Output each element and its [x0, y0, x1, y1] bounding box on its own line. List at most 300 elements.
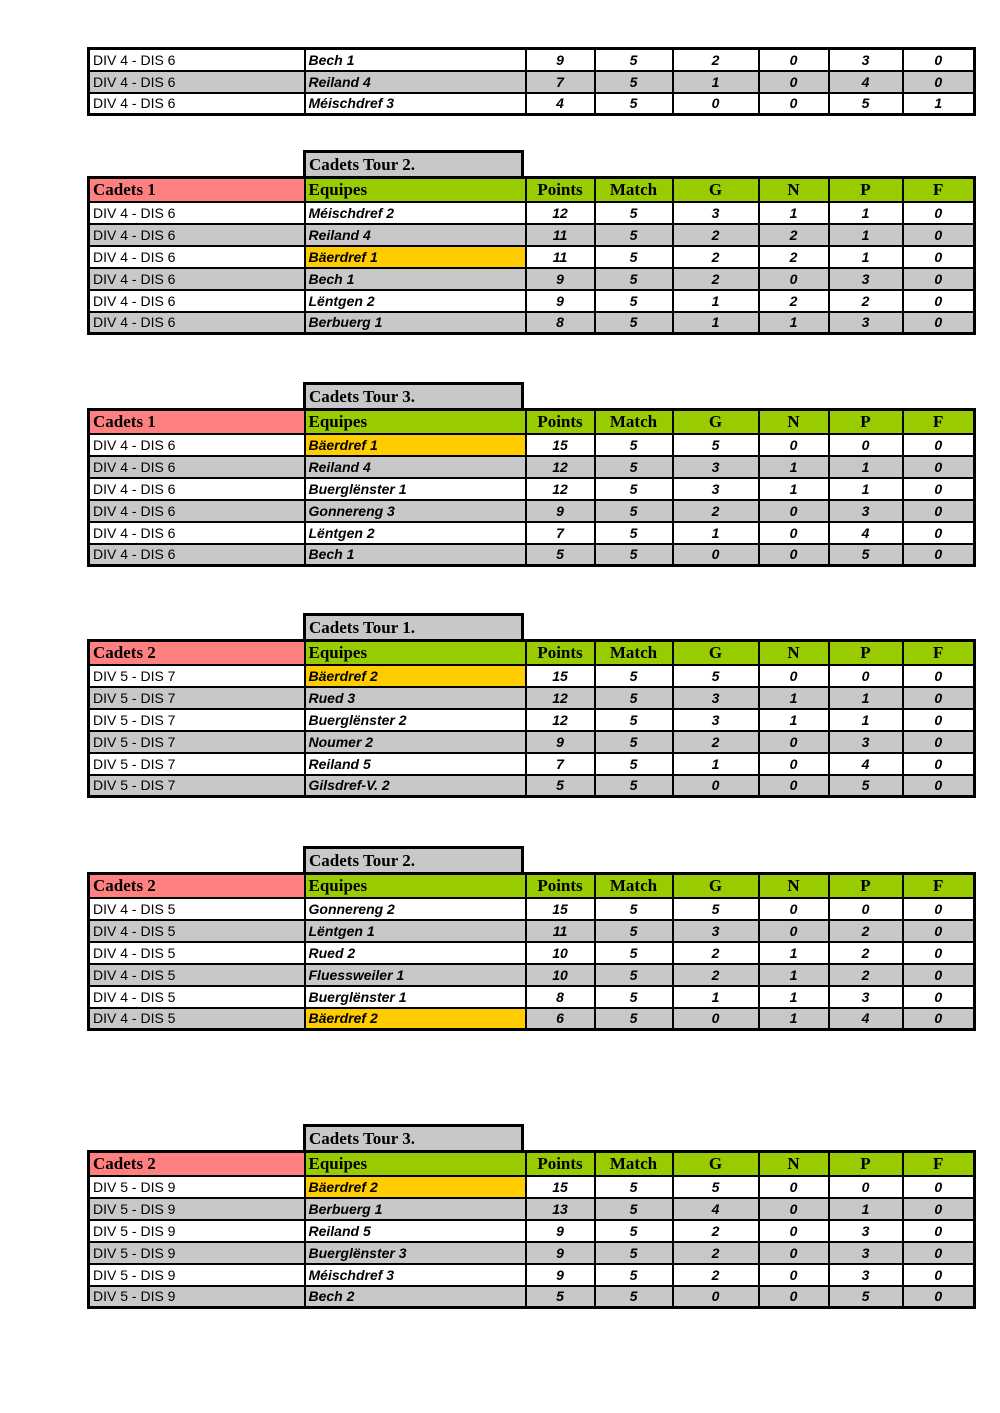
- n-cell: 1: [759, 312, 829, 334]
- division-cell: DIV 4 - DIS 5: [89, 898, 305, 920]
- table-row: [89, 456, 975, 478]
- team-cell: Gonnereng 2: [305, 898, 526, 920]
- division-cell: DIV 5 - DIS 7: [89, 709, 305, 731]
- match-cell: 5: [595, 731, 673, 753]
- table-row: [89, 665, 975, 687]
- division-cell: DIV 5 - DIS 9: [89, 1176, 305, 1198]
- points-cell: 7: [526, 753, 595, 775]
- points-cell: 12: [526, 687, 595, 709]
- n-cell: 0: [759, 1198, 829, 1220]
- g-cell: 3: [673, 456, 759, 478]
- category-header: Cadets 2: [89, 1152, 305, 1176]
- g-cell: 3: [673, 687, 759, 709]
- points-cell: 7: [526, 71, 595, 93]
- table-body: [89, 1176, 975, 1308]
- column-header-g: G: [673, 1152, 759, 1176]
- division-cell: DIV 4 - DIS 6: [89, 268, 305, 290]
- team-cell: Berbuerg 1: [305, 1198, 526, 1220]
- f-cell: 0: [903, 775, 975, 797]
- table-row: [89, 1242, 975, 1264]
- g-cell: 1: [673, 290, 759, 312]
- division-cell: DIV 4 - DIS 6: [89, 434, 305, 456]
- match-cell: 5: [595, 775, 673, 797]
- team-cell: Lëntgen 2: [305, 290, 526, 312]
- team-cell: Méischdref 3: [305, 93, 526, 115]
- g-cell: 5: [673, 434, 759, 456]
- table-row: [89, 986, 975, 1008]
- f-cell: 0: [903, 224, 975, 246]
- p-cell: 4: [829, 1008, 903, 1030]
- f-cell: 0: [903, 434, 975, 456]
- p-cell: 3: [829, 312, 903, 334]
- column-header-match: Match: [595, 410, 673, 434]
- table-row: [89, 1008, 975, 1030]
- f-cell: 0: [903, 1286, 975, 1308]
- f-cell: 1: [903, 93, 975, 115]
- column-header-n: N: [759, 1152, 829, 1176]
- division-cell: DIV 4 - DIS 6: [89, 500, 305, 522]
- f-cell: 0: [903, 986, 975, 1008]
- g-cell: 2: [673, 246, 759, 268]
- points-cell: 13: [526, 1198, 595, 1220]
- team-cell: Reiland 5: [305, 1220, 526, 1242]
- table-row: [89, 1286, 975, 1308]
- division-cell: DIV 5 - DIS 9: [89, 1220, 305, 1242]
- column-header-g: G: [673, 410, 759, 434]
- division-cell: DIV 4 - DIS 6: [89, 456, 305, 478]
- table-body: [89, 49, 975, 115]
- p-cell: 3: [829, 731, 903, 753]
- f-cell: 0: [903, 246, 975, 268]
- team-cell: Berbuerg 1: [305, 312, 526, 334]
- column-header-points: Points: [526, 178, 595, 202]
- team-cell: Reiland 4: [305, 456, 526, 478]
- points-cell: 12: [526, 202, 595, 224]
- table-row: [89, 753, 975, 775]
- f-cell: 0: [903, 1008, 975, 1030]
- division-cell: DIV 5 - DIS 9: [89, 1198, 305, 1220]
- g-cell: 2: [673, 1220, 759, 1242]
- table-row: [89, 312, 975, 334]
- table-row: [89, 224, 975, 246]
- n-cell: 0: [759, 731, 829, 753]
- points-cell: 5: [526, 775, 595, 797]
- standings-table: [87, 639, 976, 798]
- points-cell: 4: [526, 93, 595, 115]
- p-cell: 0: [829, 898, 903, 920]
- equipes-header: Equipes: [305, 178, 526, 202]
- match-cell: 5: [595, 964, 673, 986]
- p-cell: 2: [829, 964, 903, 986]
- division-cell: DIV 5 - DIS 7: [89, 665, 305, 687]
- g-cell: 2: [673, 500, 759, 522]
- p-cell: 3: [829, 49, 903, 71]
- team-cell: Méischdref 2: [305, 202, 526, 224]
- team-cell: Buerglënster 1: [305, 478, 526, 500]
- p-cell: 3: [829, 1264, 903, 1286]
- p-cell: 2: [829, 920, 903, 942]
- division-cell: DIV 4 - DIS 6: [89, 312, 305, 334]
- f-cell: 0: [903, 709, 975, 731]
- division-cell: DIV 5 - DIS 7: [89, 753, 305, 775]
- f-cell: 0: [903, 753, 975, 775]
- p-cell: 5: [829, 93, 903, 115]
- points-cell: 15: [526, 1176, 595, 1198]
- n-cell: 0: [759, 434, 829, 456]
- team-cell: Bäerdref 2: [305, 1008, 526, 1030]
- column-header-points: Points: [526, 410, 595, 434]
- division-cell: DIV 5 - DIS 9: [89, 1242, 305, 1264]
- table-row: [89, 478, 975, 500]
- points-cell: 15: [526, 898, 595, 920]
- header-row: [89, 1152, 975, 1176]
- column-header-f: F: [903, 1152, 975, 1176]
- header-row: [89, 410, 975, 434]
- g-cell: 2: [673, 268, 759, 290]
- team-cell: Rued 2: [305, 942, 526, 964]
- table-row: [89, 964, 975, 986]
- division-cell: DIV 4 - DIS 5: [89, 986, 305, 1008]
- g-cell: 1: [673, 753, 759, 775]
- division-cell: DIV 4 - DIS 6: [89, 246, 305, 268]
- n-cell: 0: [759, 1220, 829, 1242]
- g-cell: 1: [673, 71, 759, 93]
- column-header-n: N: [759, 178, 829, 202]
- division-cell: DIV 4 - DIS 6: [89, 290, 305, 312]
- table-body: [89, 434, 975, 566]
- f-cell: 0: [903, 522, 975, 544]
- g-cell: 2: [673, 1264, 759, 1286]
- category-header: Cadets 2: [89, 874, 305, 898]
- points-cell: 9: [526, 290, 595, 312]
- p-cell: 1: [829, 202, 903, 224]
- column-header-f: F: [903, 410, 975, 434]
- g-cell: 0: [673, 1286, 759, 1308]
- table-row: [89, 93, 975, 115]
- f-cell: 0: [903, 312, 975, 334]
- team-cell: Fluessweiler 1: [305, 964, 526, 986]
- team-cell: Méischdref 3: [305, 1264, 526, 1286]
- points-cell: 10: [526, 942, 595, 964]
- division-cell: DIV 5 - DIS 7: [89, 775, 305, 797]
- table-row: [89, 1176, 975, 1198]
- points-cell: 12: [526, 456, 595, 478]
- match-cell: 5: [595, 268, 673, 290]
- column-header-g: G: [673, 178, 759, 202]
- n-cell: 0: [759, 268, 829, 290]
- g-cell: 1: [673, 522, 759, 544]
- n-cell: 0: [759, 775, 829, 797]
- header-row: [89, 874, 975, 898]
- table-row: [89, 1264, 975, 1286]
- division-cell: DIV 4 - DIS 6: [89, 93, 305, 115]
- match-cell: 5: [595, 1176, 673, 1198]
- points-cell: 6: [526, 1008, 595, 1030]
- match-cell: 5: [595, 49, 673, 71]
- f-cell: 0: [903, 687, 975, 709]
- n-cell: 0: [759, 1176, 829, 1198]
- f-cell: 0: [903, 71, 975, 93]
- g-cell: 5: [673, 898, 759, 920]
- match-cell: 5: [595, 522, 673, 544]
- equipes-header: Equipes: [305, 641, 526, 665]
- match-cell: 5: [595, 312, 673, 334]
- team-cell: Bäerdref 2: [305, 1176, 526, 1198]
- table-row: [89, 544, 975, 566]
- table-body: [89, 898, 975, 1030]
- column-header-p: P: [829, 410, 903, 434]
- points-cell: 5: [526, 544, 595, 566]
- n-cell: 0: [759, 665, 829, 687]
- team-cell: Lëntgen 2: [305, 522, 526, 544]
- match-cell: 5: [595, 500, 673, 522]
- n-cell: 0: [759, 93, 829, 115]
- team-cell: Bech 1: [305, 49, 526, 71]
- g-cell: 3: [673, 202, 759, 224]
- match-cell: 5: [595, 687, 673, 709]
- division-cell: DIV 4 - DIS 6: [89, 544, 305, 566]
- match-cell: 5: [595, 246, 673, 268]
- equipes-header: Equipes: [305, 1152, 526, 1176]
- table-row: [89, 731, 975, 753]
- division-cell: DIV 4 - DIS 6: [89, 478, 305, 500]
- g-cell: 2: [673, 1242, 759, 1264]
- column-header-points: Points: [526, 641, 595, 665]
- standings-table: [87, 872, 976, 1031]
- g-cell: 0: [673, 1008, 759, 1030]
- g-cell: 3: [673, 709, 759, 731]
- f-cell: 0: [903, 49, 975, 71]
- match-cell: 5: [595, 1220, 673, 1242]
- column-header-g: G: [673, 641, 759, 665]
- g-cell: 1: [673, 986, 759, 1008]
- table-row: [89, 775, 975, 797]
- team-cell: Bech 1: [305, 544, 526, 566]
- equipes-header: Equipes: [305, 874, 526, 898]
- team-cell: Bech 2: [305, 1286, 526, 1308]
- column-header-points: Points: [526, 1152, 595, 1176]
- n-cell: 1: [759, 1008, 829, 1030]
- points-cell: 11: [526, 920, 595, 942]
- division-cell: DIV 5 - DIS 9: [89, 1264, 305, 1286]
- g-cell: 4: [673, 1198, 759, 1220]
- team-cell: Bäerdref 2: [305, 665, 526, 687]
- tour-title: Cadets Tour 1.: [303, 613, 524, 639]
- column-header-p: P: [829, 1152, 903, 1176]
- p-cell: 1: [829, 709, 903, 731]
- standings-table: [87, 408, 976, 567]
- g-cell: 0: [673, 93, 759, 115]
- table-row: [89, 268, 975, 290]
- n-cell: 0: [759, 49, 829, 71]
- division-cell: DIV 4 - DIS 6: [89, 522, 305, 544]
- table-row: [89, 898, 975, 920]
- p-cell: 1: [829, 1198, 903, 1220]
- standings-table: [87, 47, 976, 116]
- n-cell: 0: [759, 898, 829, 920]
- column-header-match: Match: [595, 178, 673, 202]
- g-cell: 3: [673, 920, 759, 942]
- points-cell: 9: [526, 49, 595, 71]
- p-cell: 3: [829, 986, 903, 1008]
- n-cell: 1: [759, 709, 829, 731]
- points-cell: 5: [526, 1286, 595, 1308]
- n-cell: 1: [759, 942, 829, 964]
- points-cell: 9: [526, 268, 595, 290]
- g-cell: 1: [673, 312, 759, 334]
- g-cell: 0: [673, 775, 759, 797]
- n-cell: 1: [759, 456, 829, 478]
- team-cell: Noumer 2: [305, 731, 526, 753]
- match-cell: 5: [595, 920, 673, 942]
- f-cell: 0: [903, 456, 975, 478]
- table-row: [89, 500, 975, 522]
- points-cell: 9: [526, 731, 595, 753]
- points-cell: 15: [526, 665, 595, 687]
- team-cell: Reiland 4: [305, 71, 526, 93]
- team-cell: Bech 1: [305, 268, 526, 290]
- p-cell: 2: [829, 942, 903, 964]
- category-header: Cadets 1: [89, 178, 305, 202]
- table-body: [89, 202, 975, 334]
- p-cell: 1: [829, 478, 903, 500]
- division-cell: DIV 4 - DIS 5: [89, 964, 305, 986]
- points-cell: 9: [526, 500, 595, 522]
- f-cell: 0: [903, 731, 975, 753]
- division-cell: DIV 4 - DIS 6: [89, 49, 305, 71]
- p-cell: 0: [829, 434, 903, 456]
- tour-title: Cadets Tour 3.: [303, 382, 524, 408]
- p-cell: 4: [829, 522, 903, 544]
- g-cell: 2: [673, 731, 759, 753]
- points-cell: 9: [526, 1264, 595, 1286]
- table-row: [89, 1198, 975, 1220]
- match-cell: 5: [595, 290, 673, 312]
- match-cell: 5: [595, 71, 673, 93]
- f-cell: 0: [903, 1198, 975, 1220]
- division-cell: DIV 5 - DIS 7: [89, 687, 305, 709]
- f-cell: 0: [903, 898, 975, 920]
- table-row: [89, 709, 975, 731]
- f-cell: 0: [903, 202, 975, 224]
- column-header-match: Match: [595, 1152, 673, 1176]
- points-cell: 8: [526, 312, 595, 334]
- p-cell: 5: [829, 544, 903, 566]
- table-row: [89, 434, 975, 456]
- p-cell: 1: [829, 456, 903, 478]
- match-cell: 5: [595, 544, 673, 566]
- p-cell: 0: [829, 1176, 903, 1198]
- match-cell: 5: [595, 434, 673, 456]
- team-cell: Gonnereng 3: [305, 500, 526, 522]
- n-cell: 0: [759, 544, 829, 566]
- match-cell: 5: [595, 1286, 673, 1308]
- n-cell: 1: [759, 986, 829, 1008]
- points-cell: 7: [526, 522, 595, 544]
- n-cell: 0: [759, 500, 829, 522]
- column-header-p: P: [829, 874, 903, 898]
- n-cell: 0: [759, 1242, 829, 1264]
- f-cell: 0: [903, 500, 975, 522]
- n-cell: 1: [759, 478, 829, 500]
- category-header: Cadets 1: [89, 410, 305, 434]
- g-cell: 2: [673, 964, 759, 986]
- f-cell: 0: [903, 544, 975, 566]
- team-cell: Rued 3: [305, 687, 526, 709]
- team-cell: Reiland 5: [305, 753, 526, 775]
- match-cell: 5: [595, 224, 673, 246]
- points-cell: 8: [526, 986, 595, 1008]
- p-cell: 2: [829, 290, 903, 312]
- division-cell: DIV 4 - DIS 6: [89, 224, 305, 246]
- g-cell: 2: [673, 224, 759, 246]
- g-cell: 3: [673, 478, 759, 500]
- column-header-n: N: [759, 874, 829, 898]
- points-cell: 11: [526, 224, 595, 246]
- column-header-n: N: [759, 410, 829, 434]
- match-cell: 5: [595, 1242, 673, 1264]
- f-cell: 0: [903, 268, 975, 290]
- n-cell: 0: [759, 920, 829, 942]
- header-row: [89, 641, 975, 665]
- f-cell: 0: [903, 1176, 975, 1198]
- p-cell: 1: [829, 224, 903, 246]
- division-cell: DIV 4 - DIS 6: [89, 71, 305, 93]
- p-cell: 3: [829, 1220, 903, 1242]
- division-cell: DIV 4 - DIS 5: [89, 1008, 305, 1030]
- table-row: [89, 246, 975, 268]
- column-header-points: Points: [526, 874, 595, 898]
- table-row: [89, 1220, 975, 1242]
- match-cell: 5: [595, 709, 673, 731]
- match-cell: 5: [595, 93, 673, 115]
- f-cell: 0: [903, 1242, 975, 1264]
- p-cell: 3: [829, 1242, 903, 1264]
- table-row: [89, 49, 975, 71]
- n-cell: 2: [759, 290, 829, 312]
- p-cell: 0: [829, 665, 903, 687]
- match-cell: 5: [595, 898, 673, 920]
- division-cell: DIV 4 - DIS 6: [89, 202, 305, 224]
- division-cell: DIV 5 - DIS 7: [89, 731, 305, 753]
- match-cell: 5: [595, 478, 673, 500]
- match-cell: 5: [595, 986, 673, 1008]
- table-row: [89, 71, 975, 93]
- match-cell: 5: [595, 1198, 673, 1220]
- column-header-match: Match: [595, 641, 673, 665]
- f-cell: 0: [903, 290, 975, 312]
- column-header-p: P: [829, 641, 903, 665]
- points-cell: 15: [526, 434, 595, 456]
- points-cell: 9: [526, 1220, 595, 1242]
- g-cell: 2: [673, 49, 759, 71]
- p-cell: 4: [829, 71, 903, 93]
- tour-title: Cadets Tour 2.: [303, 150, 524, 176]
- standings-table: [87, 176, 976, 335]
- team-cell: Bäerdref 1: [305, 434, 526, 456]
- column-header-n: N: [759, 641, 829, 665]
- table-row: [89, 942, 975, 964]
- column-header-g: G: [673, 874, 759, 898]
- p-cell: 1: [829, 246, 903, 268]
- match-cell: 5: [595, 665, 673, 687]
- n-cell: 0: [759, 753, 829, 775]
- n-cell: 1: [759, 964, 829, 986]
- f-cell: 0: [903, 478, 975, 500]
- team-cell: Buerglënster 1: [305, 986, 526, 1008]
- g-cell: 2: [673, 942, 759, 964]
- points-cell: 12: [526, 478, 595, 500]
